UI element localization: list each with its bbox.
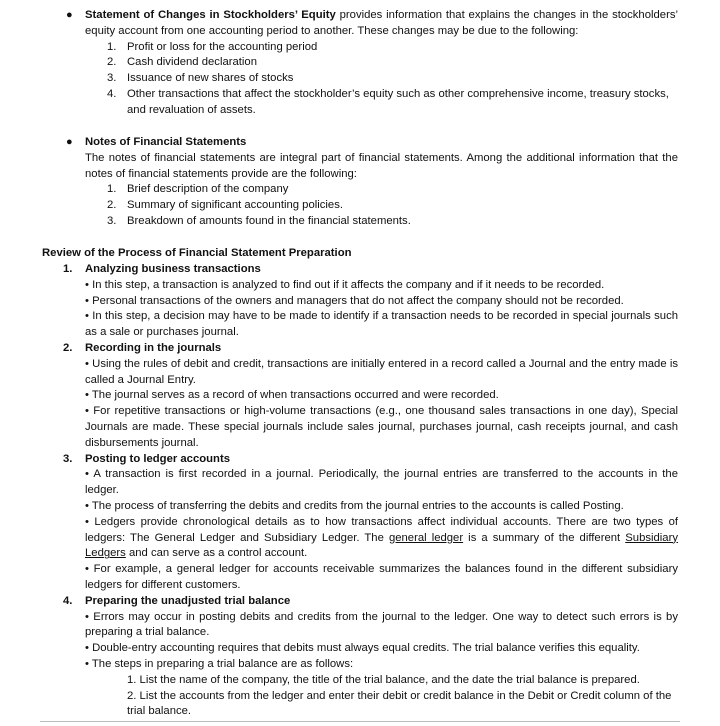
subsidiary-ledgers-link[interactable]: Subsidiary Ledgers [85, 531, 678, 560]
step-point: • A transaction is first recorded in a journal. Periodically, the journal entries are transferred to the accounts in the ledger. [85, 468, 678, 497]
step-point: • Double-entry accounting requires that debits must always equal credits. The trial balance verifies this equality. [85, 642, 640, 655]
step-title: Analyzing business transactions [85, 263, 261, 275]
step-point: • In this step, a decision may have to be made to identify if a transaction needs to be recorded in special journals such as a sale or purchases journal. [85, 310, 678, 339]
step-1 [0, 262, 720, 341]
step-number: 1. [63, 263, 73, 275]
step-points [85, 467, 678, 593]
step-title: Recording in the journals [85, 341, 222, 354]
section-title: Review of the Process of Financial Statement Preparation [42, 247, 352, 259]
list-item: 3. Breakdown of amounts found in the financial statements. [107, 214, 411, 227]
step-3 [0, 452, 720, 594]
step-point: • In this step, a transaction is analyzed to find out if it affects the company and if it needs to be recorded. [85, 278, 605, 291]
step-number: 3. [63, 452, 73, 465]
bullet-title: Statement of Changes in Stockholders’ Equity [85, 9, 336, 21]
list-item: 1. Profit or loss for the accounting period [107, 40, 318, 53]
step-point: • The process of transferring the debits and credits from the journal entries to the accounts is called Posting. [85, 499, 624, 512]
bullet-title: Notes of Financial Statements [85, 136, 247, 148]
sub-step: 1. List the name of the company, the title of the trial balance, and the date the trial balance is prepared. [127, 673, 640, 686]
step-points [85, 610, 678, 673]
step-title: Posting to ledger accounts [85, 452, 230, 465]
bullet-text: provides information that explains the changes in the stockholders’ equity account from one accounting period to another. These changes may be due to the following: [85, 9, 678, 37]
review-steps [0, 262, 720, 720]
sub-steps [127, 673, 678, 720]
general-ledger-link[interactable]: general ledger [388, 531, 464, 544]
bullet-title-line [85, 135, 678, 151]
list-item: 4. Other transactions that affect the stockholder’s equity such as other comprehensive income, treasury stocks, and revaluation of assets. [107, 87, 669, 116]
step-title: Preparing the unadjusted trial balance [85, 594, 291, 607]
step-point: • For example, a general ledger for accounts receivable summarizes the balances found in the different subsidiary ledgers for different customers. [85, 563, 678, 591]
step-point: • Using the rules of debit and credit, transactions are initially entered in a record called a Journal and the entry made is called a Journal Entry. [85, 357, 678, 386]
numbered-list [107, 182, 678, 229]
step-point: • Errors may occur in posting debits and credits from the journal to the ledger. One way to detect such errors is by preparing a trial balance. [85, 610, 678, 639]
step-point: • Personal transactions of the owners and managers that do not affect the company should not be recorded. [85, 294, 624, 307]
step-number: 2. [63, 341, 73, 354]
list-item: 1. Brief description of the company [107, 183, 289, 196]
bullet-dot: ● [66, 136, 73, 148]
step-points [85, 278, 678, 341]
page-divider [40, 721, 680, 722]
step-point: • The journal serves as a record of when transactions occurred and were recorded. [85, 389, 499, 402]
bullet-stockholders-equity [0, 8, 678, 119]
bullet-notes [0, 135, 678, 230]
step-number: 4. [63, 594, 73, 607]
step-point: • For repetitive transactions or high-volume transactions (e.g., one thousand sales transactions in one day), Special Journals are made. These special journals include sales journal, purchases journal, cash receipts journal, and cash disbursements journal. [85, 405, 678, 449]
step-point: • The steps in preparing a trial balance are as follows: [85, 657, 354, 670]
step-points [85, 357, 678, 452]
bullet-text: The notes of financial statements are integral part of financial statements. Among the additional information that the notes of financial statements provide are the following: [85, 151, 678, 180]
numbered-list [107, 40, 678, 119]
step-point-ledgers: • Ledgers provide chronological details as to how transactions affect individual accounts. There are two types of ledgers: The General Ledger and Subsidiary Ledger. The general ledger is a summary of the different Subsidiary Ledgers and can serve as a control account. [85, 515, 678, 560]
bullet-paragraph [85, 8, 678, 40]
list-item: 2. Summary of significant accounting policies. [107, 199, 343, 212]
sub-step: 2. List the accounts from the ledger and enter their debit or credit balance in the Debit or Credit column of the trial balance. [127, 689, 672, 718]
list-item: 3. Issuance of new shares of stocks [107, 72, 294, 85]
step-4 [0, 594, 720, 720]
bullet-dot: ● [66, 9, 73, 21]
list-item: 2. Cash dividend declaration [107, 56, 257, 69]
step-2 [0, 341, 720, 452]
